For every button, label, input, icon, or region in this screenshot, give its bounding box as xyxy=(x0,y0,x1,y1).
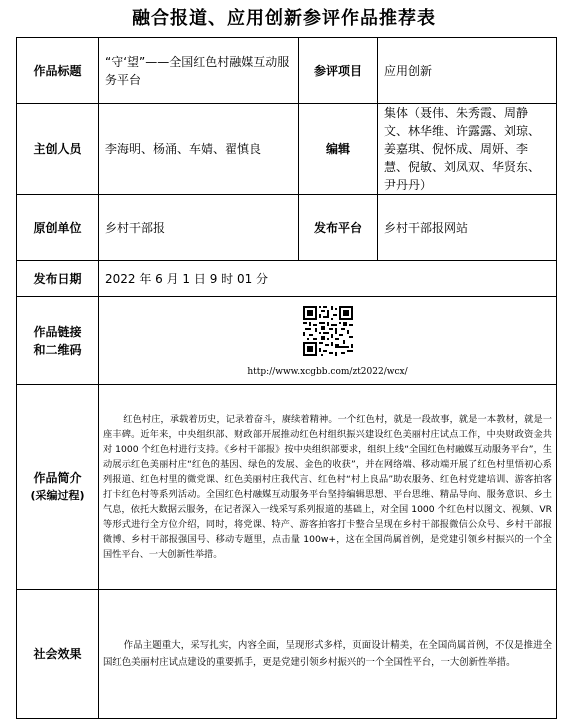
intro-text: 红色村庄，承载着历史，记录着奋斗，赓续着精神。一个红色村，就是一段故事，就是一本教材，就是一座丰碑。近年来，中央组织部、财政部开展推动红色村组织振兴建设红色美丽村庄试点工作，中央财政资金共对 1000 个红色村进行支持。《乡村干部报》按中央组织部要求，组织上线“全国红色村融媒互动服务平台”，生动展示红色美丽村庄“红色的基因、绿色的发展、金色的收获”，并在网络端、移动端开展了红色村里悟初心系列报道、红色村里的微党课、红色美丽村庄我代言、红色村“村上良品”助农服务、红色村党建培训、游客拍客打卡红色村等系列活动。全国红色村融媒互动服务平台坚持编辑思想、平台思维、精品导向、服务意识、乡土气息，依托大数据云服务，在记者深入一线采写系列报道的基础上，对全国 1000 个红色村以图文、视频、VR 等形式进行全方位介绍，同时，将党课、特产、游客拍客打卡整合呈现在乡村干部报微信公众号、乡村干部报微博、乡村干部报强国号、移动专题里，点击量 100w+，这在全国尚属首例，是党建引领乡村振兴的一个全国性平台、一大创新性举措。 xyxy=(99,385,557,590)
unit-label: 原创单位 xyxy=(17,195,99,261)
work-title-label: 作品标题 xyxy=(17,38,99,104)
effect-text: 作品主题重大，采写扎实，内容全面，呈现形式多样，页面设计精美，在全国尚属首例，不仅是推进全国红色美丽村庄试点建设的重要抓手，更是党建引领乡村振兴的一个全国性平台，一大创新性举措。 xyxy=(99,590,557,719)
category-label: 参评项目 xyxy=(299,38,378,104)
link-label xyxy=(17,297,99,385)
row-unit xyxy=(17,195,557,261)
unit-value: 乡村干部报 xyxy=(99,195,299,261)
work-link-url[interactable]: http://www.xcgbb.com/zt2022/wcx/ xyxy=(247,367,408,377)
qr-code-icon[interactable] xyxy=(303,306,353,361)
creators-value: 李海明、杨涌、车婧、翟慎良 xyxy=(99,104,299,195)
link-cell xyxy=(99,297,557,385)
row-date xyxy=(17,261,557,297)
row-link xyxy=(17,297,557,385)
intro-sub-label: (采编过程) xyxy=(30,489,85,502)
row-effect xyxy=(17,590,557,719)
work-title-value: “守‘望”——全国红色村融媒互动服务平台 xyxy=(99,38,299,104)
effect-label: 社会效果 xyxy=(17,590,99,719)
platform-value: 乡村干部报网站 xyxy=(378,195,557,261)
intro-label-cell xyxy=(17,385,99,590)
form-title: 融合报道、应用创新参评作品推荐表 xyxy=(132,8,436,29)
intro-label: 作品简介 xyxy=(33,471,82,485)
link-label-line-2: 和二维码 xyxy=(33,342,82,357)
row-intro xyxy=(17,385,557,590)
row-creators xyxy=(17,104,557,195)
editors-label: 编辑 xyxy=(299,104,378,195)
date-label: 发布日期 xyxy=(17,261,99,297)
platform-label: 发布平台 xyxy=(299,195,378,261)
category-value: 应用创新 xyxy=(378,38,557,104)
recommendation-form-table xyxy=(16,37,557,719)
date-value: 2022 年 6 月 1 日 9 时 01 分 xyxy=(99,261,557,297)
row-work-title xyxy=(17,38,557,104)
creators-label: 主创人员 xyxy=(17,104,99,195)
link-label-line-1: 作品链接 xyxy=(33,324,82,339)
editors-value: 集体（聂伟、朱秀霞、周静文、林华维、许露露、刘琼、姜嘉琪、倪怀成、周妍、李慧、倪敏、刘凤双、华贤东、尹丹丹） xyxy=(378,104,557,195)
